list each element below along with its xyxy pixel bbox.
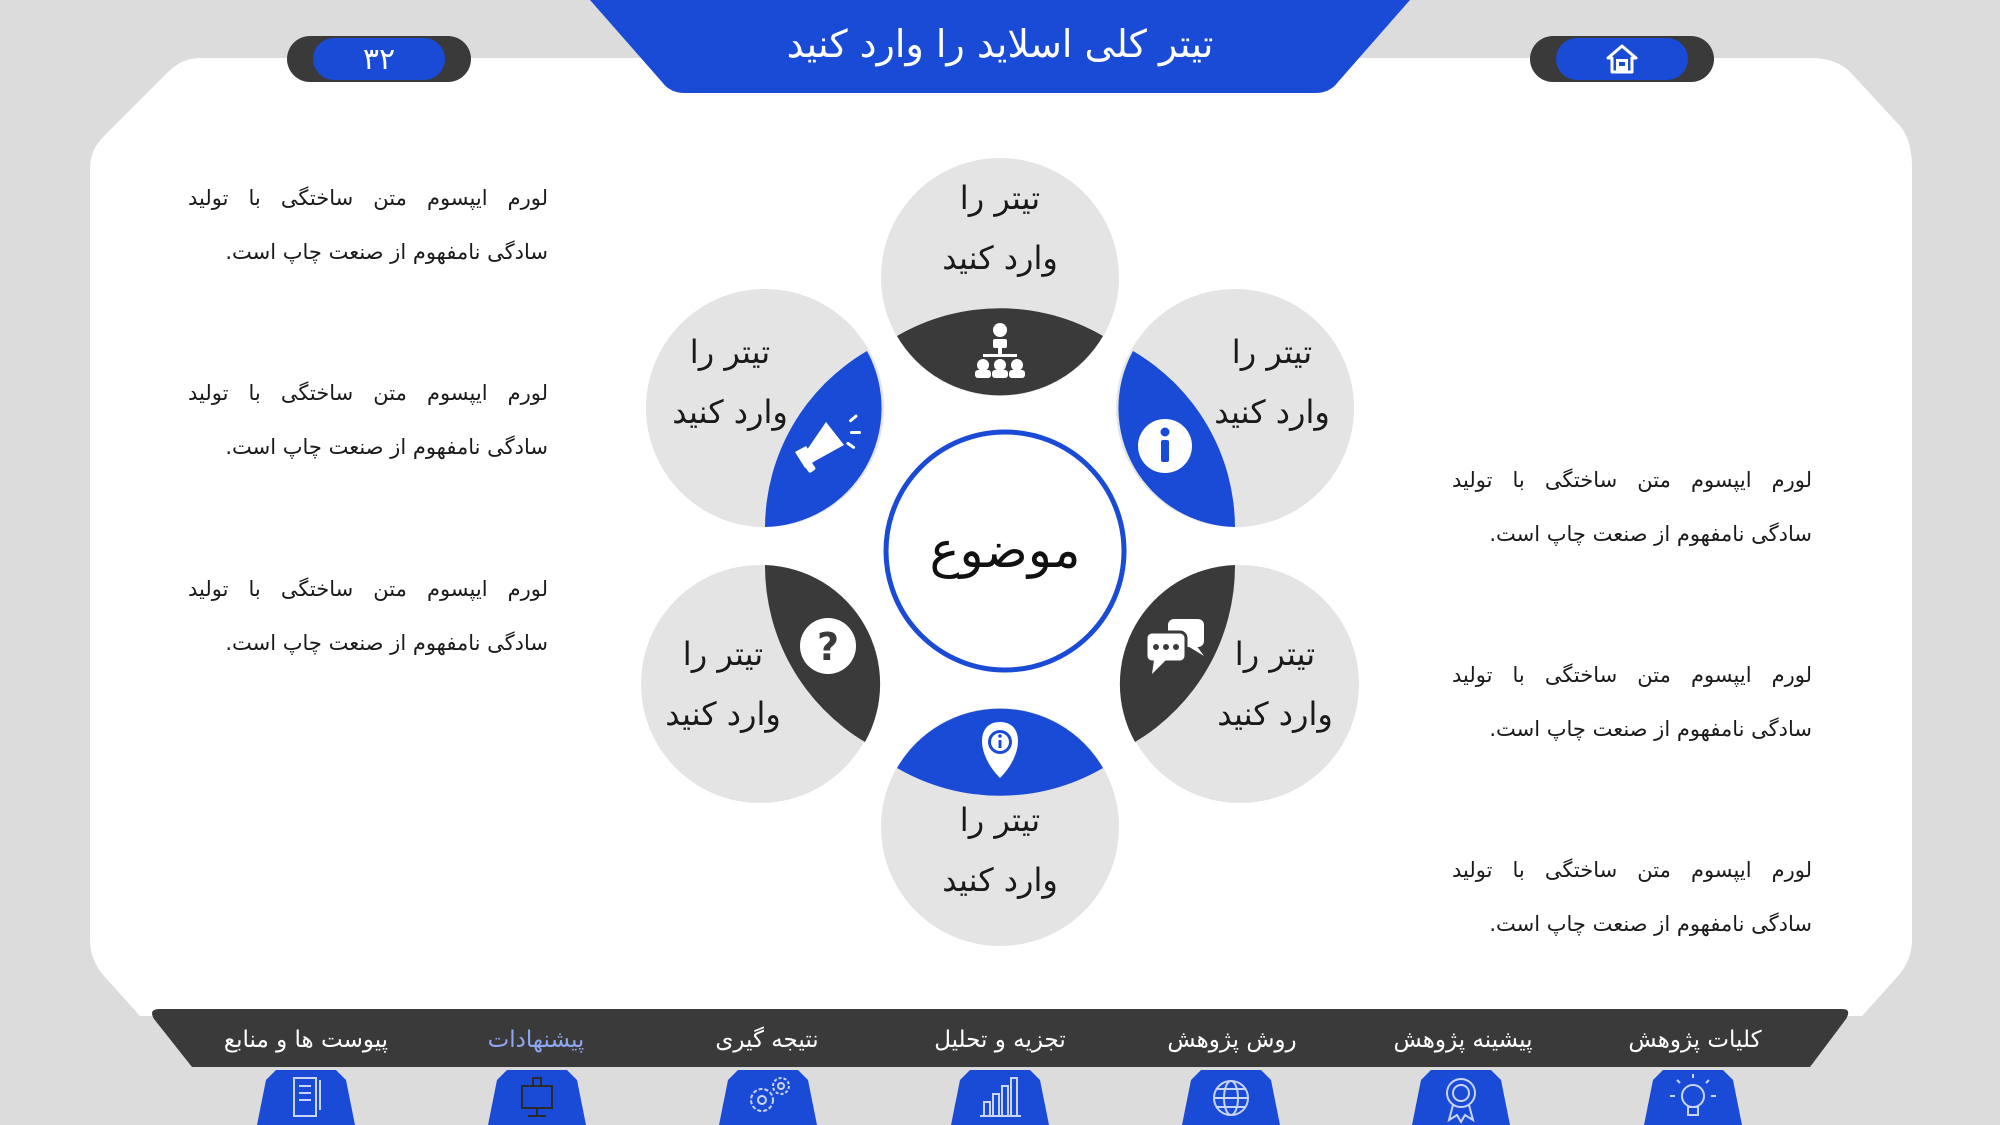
description-left-1-line1: لورم ایپسوم متن ساختگی با تولید bbox=[188, 186, 548, 210]
petal-upper-left-label-line1: تیتر را bbox=[689, 333, 771, 371]
description-right-2-line1: لورم ایپسوم متن ساختگی با تولید bbox=[1452, 663, 1812, 687]
petal-upper-right-label-line1: تیتر را bbox=[1231, 333, 1313, 371]
nav-item-suggestions[interactable]: پیشنهادات bbox=[487, 1027, 585, 1053]
description-right-3-line1: لورم ایپسوم متن ساختگی با تولید bbox=[1452, 858, 1812, 882]
petal-upper-left-label bbox=[620, 322, 840, 442]
nav-item-appendix[interactable]: پیوست ها و منابع bbox=[223, 1027, 389, 1053]
nav-item-overview[interactable]: کلیات پژوهش bbox=[1628, 1027, 1762, 1053]
petal-lower-left-label-line1: تیتر را bbox=[682, 635, 764, 673]
description-left-2-line2: سادگی نامفهوم از صنعت چاپ است. bbox=[225, 435, 548, 459]
svg-text:?: ? bbox=[816, 625, 840, 669]
petal-bottom-label-line2: وارد کنید bbox=[942, 861, 1058, 899]
nav-item-analysis[interactable]: تجزیه و تحلیل bbox=[934, 1027, 1066, 1053]
petal-bottom-label bbox=[890, 790, 1110, 910]
page-number: ۳۲ bbox=[313, 38, 445, 80]
nav-icon-row bbox=[0, 1070, 2000, 1125]
description-left-1 bbox=[188, 171, 548, 279]
description-right-1 bbox=[1452, 453, 1812, 561]
description-right-2-line2: سادگی نامفهوم از صنعت چاپ است. bbox=[1489, 717, 1812, 741]
description-left-3-line1: لورم ایپسوم متن ساختگی با تولید bbox=[188, 577, 548, 601]
petal-lower-left-label-line2: وارد کنید bbox=[665, 695, 781, 733]
description-left-3 bbox=[188, 562, 548, 670]
petal-top-label bbox=[890, 168, 1110, 288]
description-left-3-line2: سادگی نامفهوم از صنعت چاپ است. bbox=[225, 631, 548, 655]
nav-button-analysis[interactable] bbox=[948, 1070, 1052, 1125]
nav-button-method[interactable] bbox=[1179, 1070, 1283, 1125]
nav-item-literature[interactable]: پیشینه پژوهش bbox=[1393, 1027, 1533, 1053]
description-right-2 bbox=[1452, 648, 1812, 756]
nav-item-conclusion[interactable]: نتیجه گیری bbox=[715, 1027, 819, 1053]
petal-lower-right-label-line1: تیتر را bbox=[1234, 635, 1316, 673]
nav-button-literature[interactable] bbox=[1409, 1070, 1513, 1125]
petal-lower-right-label-line2: وارد کنید bbox=[1217, 695, 1333, 733]
petal-upper-left-label-line2: وارد کنید bbox=[672, 393, 788, 431]
petal-bottom-label-line1: تیتر را bbox=[959, 801, 1041, 839]
nav-button-conclusion[interactable] bbox=[716, 1070, 820, 1125]
nav-button-suggestions[interactable] bbox=[485, 1070, 589, 1125]
description-right-1-line2: سادگی نامفهوم از صنعت چاپ است. bbox=[1489, 522, 1812, 546]
petal-top-label-line1: تیتر را bbox=[959, 179, 1041, 217]
petal-lower-left-label bbox=[613, 624, 833, 744]
petal-lower-right-label bbox=[1165, 624, 1385, 744]
nav-button-overview[interactable] bbox=[1641, 1070, 1745, 1125]
center-topic: موضوع bbox=[929, 521, 1081, 579]
nav-item-method[interactable]: روش پژوهش bbox=[1167, 1027, 1297, 1053]
petal-top-label-line2: وارد کنید bbox=[942, 239, 1058, 277]
description-right-1-line1: لورم ایپسوم متن ساختگی با تولید bbox=[1452, 468, 1812, 492]
description-left-2 bbox=[188, 366, 548, 474]
description-right-3-line2: سادگی نامفهوم از صنعت چاپ است. bbox=[1489, 912, 1812, 936]
description-left-2-line1: لورم ایپسوم متن ساختگی با تولید bbox=[188, 381, 548, 405]
nav-button-appendix[interactable] bbox=[254, 1070, 358, 1125]
petal-upper-right-label bbox=[1162, 322, 1382, 442]
petal-upper-right-label-line2: وارد کنید bbox=[1214, 393, 1330, 431]
page-title: تیتر کلی اسلاید را وارد کنید bbox=[786, 22, 1214, 66]
description-right-3 bbox=[1452, 843, 1812, 951]
description-left-1-line2: سادگی نامفهوم از صنعت چاپ است. bbox=[225, 240, 548, 264]
